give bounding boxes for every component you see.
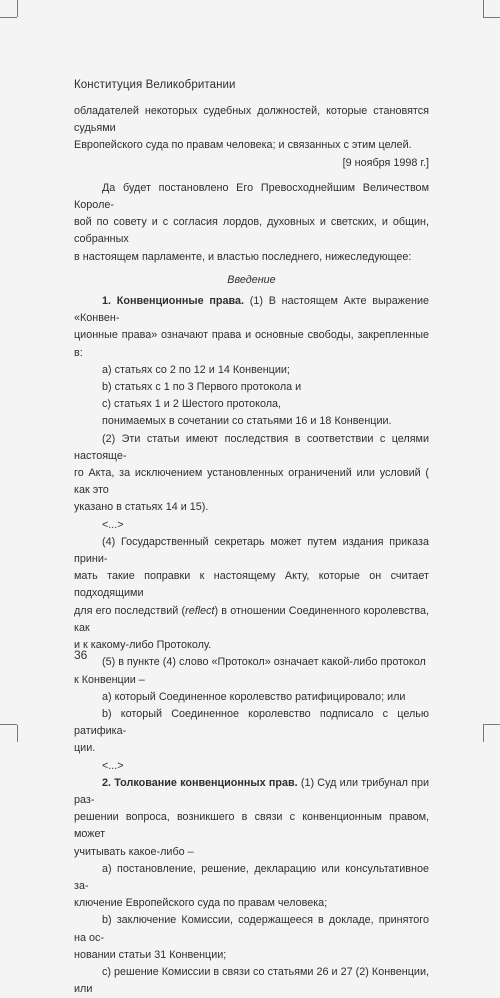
section-2-item-b-line-1: b) заключение Комиссии, содержащееся в докладе, принятого на ос-	[74, 914, 429, 944]
section-1-4-line-2: мать такие поправки к настоящему Акту, которые он считает подходящими	[74, 570, 429, 600]
section-2-line-1-text: (1) Суд или трибунал при раз-	[74, 776, 430, 806]
section-1-item-a: а) статьях со 2 по 12 и 14 Конвенции;	[102, 363, 290, 376]
preamble-line-2: вой по совету и с согласия лордов, духовных и светских, и общин, собранных	[74, 216, 429, 246]
section-2-line-3: учитывать какое-либо –	[74, 845, 194, 858]
section-1-title: 1. Конвенционные права.	[102, 295, 244, 308]
section-1-4-line-3-after: ) в отношении Соединенного королевства, как	[74, 604, 429, 634]
section-1-item-c: с) статьях 1 и 2 Шестого протокола,	[102, 398, 282, 411]
document-date: [9 ноября 1998 г.]	[342, 156, 429, 169]
running-head: Конституция Великобритании	[74, 79, 236, 91]
section-1-item-b: b) статьях с 1 по 3 Первого протокола и	[102, 381, 302, 394]
preamble-line-1: Да будет постановлено Его Превосходнейшим Величеством Короле-	[74, 181, 429, 212]
crop-mark-top-right-horizontal	[483, 17, 500, 18]
section-1-5-item-a: а) который Соединенное королевство ратифицировало; или	[102, 690, 406, 703]
section-1-4-line-1: (4) Государственный секретарь может путем издания приказа прини-	[74, 535, 429, 566]
section-1-2-line-2: го Акта, за исключением установленных ограничений или условий ( как это	[74, 467, 429, 497]
section-1-2-line-3: указано в статьях 14 и 15).	[74, 501, 209, 514]
section-1-4-line-3	[74, 603, 429, 637]
section-1-5-item-b-line-2: ции.	[74, 742, 96, 755]
page-number: 36	[74, 648, 88, 662]
section-1-line-6: понимаемых в сочетании со статьями 16 и 18 Конвенции.	[102, 415, 392, 428]
section-1-4-line-3-italic-term: reflect	[185, 604, 215, 617]
section-1-5-line-2: к Конвенции –	[74, 673, 145, 686]
section-2-item-a-line-1: а) постановление, решение, декларацию или консультативное за-	[74, 862, 429, 892]
opening-line-1: обладателей некоторых судебных должностей, которые становятся судьями	[74, 105, 429, 135]
section-1-5-item-b-line-1: b) который Соединенное королевство подписало с целью ратифика-	[74, 707, 429, 738]
section-2-title: 2. Толкование конвенционных прав.	[102, 776, 298, 789]
section-1-line-1-text: (1) В настоящем Акте выражение «Конвен-	[74, 295, 429, 325]
section-1-4-line-4: и к какому-либо Протоколу.	[74, 639, 212, 652]
crop-mark-bottom-right-vertical	[483, 725, 484, 742]
section-2-line-2: решении вопроса, возникшего в связи с конвенционным правом, может	[74, 811, 429, 841]
crop-mark-bottom-left-vertical	[17, 725, 18, 742]
page-content	[74, 103, 429, 998]
omission-marker-1: <...>	[102, 518, 124, 531]
section-1-line-1	[74, 293, 429, 327]
section-1-2-line-1: (2) Эти статьи имеют последствия в соответствии с целями настоящe-	[74, 432, 429, 462]
section-heading-introduction: Введение	[227, 273, 276, 286]
section-1-4-line-3-before: для его последствий (	[74, 604, 186, 617]
opening-line-2: Европейского суда по правам человека; и связанных с этим целей.	[74, 139, 412, 152]
crop-mark-top-left-horizontal	[0, 17, 17, 18]
omission-marker-2: <...>	[102, 759, 124, 772]
crop-mark-bottom-left-horizontal	[0, 724, 17, 725]
section-2-line-1	[74, 775, 429, 809]
crop-mark-bottom-right-horizontal	[483, 724, 500, 725]
preamble-line-3: в настоящем парламенте, и властью последнего, нижеследующее:	[74, 250, 412, 263]
section-2-item-c-line-1: с) решение Комиссии в связи со статьями 26 и 27 (2) Конвенции, или	[74, 965, 429, 996]
section-2-item-a-line-2: ключение Европейского суда по правам человека;	[74, 897, 328, 910]
crop-mark-top-left-vertical	[17, 0, 18, 17]
section-2-item-b-line-2: новании статьи 31 Конвенции;	[74, 948, 227, 961]
crop-mark-top-right-vertical	[483, 0, 484, 17]
section-1-5-line-1: (5) в пункте (4) слово «Протокол» означает какой-либо протокол	[102, 656, 426, 669]
section-1-line-2: ционные права» означают права и основные свободы, закрепленные в:	[74, 329, 429, 359]
